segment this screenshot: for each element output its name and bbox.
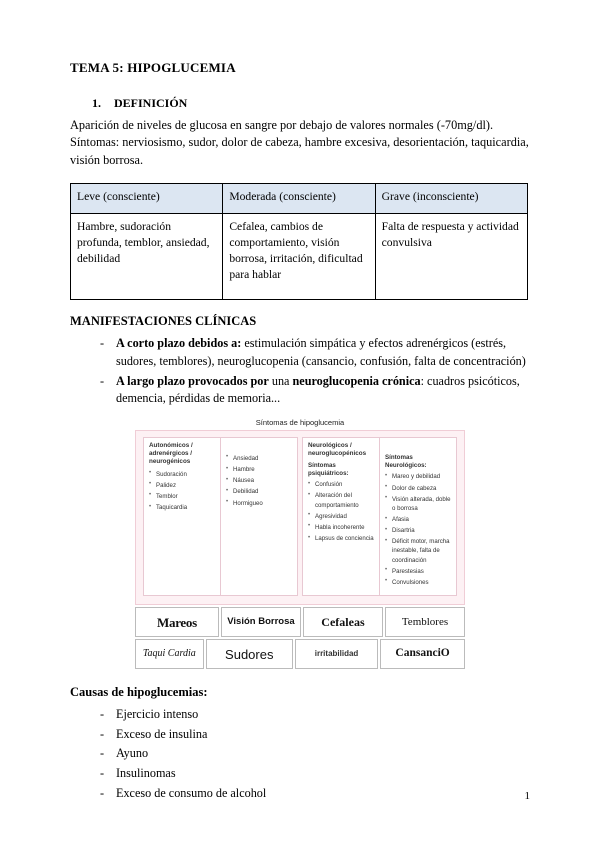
figure-list-item: • Náusea [226, 476, 294, 485]
causas-heading: Causas de hipoglucemias: [70, 685, 208, 700]
figure-list-item: • Convulsiones [385, 578, 453, 587]
list-item [100, 335, 530, 370]
figure-box [135, 430, 465, 605]
figure-subcolumn-title: Síntomas Neurológicos: [385, 453, 427, 469]
figure-column-autonomicos [143, 437, 298, 596]
figure-list-item: • Hambre [226, 465, 294, 474]
collage-word-cansancio: CansanciO [380, 639, 465, 669]
figure-subcolumn [143, 437, 221, 596]
figure-list-item: • Taquicardia [149, 503, 217, 512]
list-item: - Exceso de consumo de alcohol [100, 785, 530, 803]
list-item: - Ayuno [100, 745, 530, 763]
collage-word-irritabilidad: irritabilidad [295, 639, 378, 669]
figure-list-item: • Agresividad [308, 512, 376, 521]
figure-list-item: • Debilidad [226, 487, 294, 496]
figure-list-item: • Parestesias [385, 567, 453, 576]
section-1-heading [92, 96, 530, 111]
collage-word-taquicardia: Taqui Cardia [135, 639, 204, 669]
figure-column-header-spacer [226, 442, 294, 450]
collage-word-vision-borrosa: Visión Borrosa [221, 607, 301, 637]
figure-list-item: • Temblor [149, 492, 217, 501]
list-item-mid: una [268, 373, 293, 388]
figure-list-item: • Lapsus de conciencia [308, 534, 376, 543]
table-cell: Falta de respuesta y actividad convulsiva [375, 214, 527, 300]
manifestaciones-list [100, 335, 530, 408]
figure-list-item: • Confusión [308, 480, 376, 489]
figure-column-header: Autonómicos / adrenérgicos / neurogénicos [149, 442, 193, 465]
word-collage-row [135, 607, 465, 637]
figure-list-item: • Sudoración [149, 470, 217, 479]
list-item-lead: A corto plazo debidos a: [116, 336, 242, 351]
causas-list [100, 706, 530, 802]
table-cell: Cefalea, cambios de comportamiento, visión borrosa, irritación, dificultad para hablar [223, 214, 375, 300]
figure-list [308, 480, 376, 543]
figure-list-item: • Visión alterada, doble o borrosa [385, 495, 453, 513]
figure-list-item: • Palidez [149, 481, 217, 490]
figure-list-item: • Ansiedad [226, 454, 294, 463]
list-item: - Insulinomas [100, 765, 530, 783]
list-item: - Exceso de insulina [100, 726, 530, 744]
collage-word-temblores: Temblores [385, 607, 465, 637]
figure-caption: Síntomas de hipoglucemia [255, 418, 345, 428]
table-header-row [71, 184, 528, 214]
collage-word-cefaleas: Cefaleas [303, 607, 383, 637]
list-item-text: estimulación simpática y efectos adrenérgicos (estrés, sudores, temblores), neuroglucopenia (cansancio, confusión, falta de concentración) [116, 336, 526, 369]
list-item [100, 373, 530, 408]
figure-list-item: • Afasia [385, 515, 453, 524]
word-collage-row [135, 639, 465, 669]
list-item-lead-2: neuroglucopenia crónica [292, 373, 421, 388]
section-1-label: DEFINICIÓN [114, 96, 188, 110]
figure-subcolumn [302, 437, 380, 596]
figure-list-item: • Déficit motor, marcha inestable, falta de coordinación [385, 537, 453, 564]
page-title: TEMA 5: HIPOGLUCEMIA [70, 60, 236, 75]
figure-list-item: • Dolor de cabeza [385, 484, 453, 493]
figure-column-header-spacer [385, 442, 453, 450]
symptoms-figure [70, 418, 530, 669]
figure-list [149, 470, 217, 513]
figure-subcolumn [380, 437, 457, 596]
table-header-cell: Leve (consciente) [71, 184, 223, 214]
document-content [70, 60, 530, 804]
word-collage [135, 607, 465, 669]
manifestaciones-heading: MANIFESTACIONES CLÍNICAS [70, 314, 257, 329]
figure-column-header: Neurológicos / neuroglucopénicos [308, 442, 367, 457]
list-item: - Ejercicio intenso [100, 706, 530, 724]
list-item-text: : cuadros psicóticos, demencia, pérdidas de memoria... [116, 373, 520, 406]
figure-list-item: • Disartria [385, 526, 453, 535]
collage-word-sudores: Sudores [206, 639, 293, 669]
page-number: 1 [524, 790, 530, 802]
figure-list-item: • Alteración del comportamiento [308, 491, 376, 509]
figure-subcolumn [221, 437, 298, 596]
figure-list-item: • Habla incoherente [308, 523, 376, 532]
figure-list [226, 454, 294, 508]
figure-list [385, 472, 453, 587]
table-header-cell: Moderada (consciente) [223, 184, 375, 214]
table-cell: Hambre, sudoración profunda, temblor, ansiedad, debilidad [71, 214, 223, 300]
figure-list-item: • Hormigueo [226, 499, 294, 508]
table-header-cell: Grave (inconsciente) [375, 184, 527, 214]
collage-word-mareos: Mareos [135, 607, 219, 637]
table-row [71, 214, 528, 300]
figure-list-item: • Mareo y debilidad [385, 472, 453, 481]
section-1-number: 1. [92, 96, 101, 110]
definition-paragraph: Aparición de niveles de glucosa en sangre por debajo de valores normales (-70mg/dl). Síntomas: nerviosismo, sudor, dolor de cabeza, hambre excesiva, desorientación, taquicardia, visión borrosa. [70, 118, 529, 167]
figure-column-neurologicos [302, 437, 457, 596]
figure-subcolumn-title: Síntomas psiquiátricos: [308, 461, 349, 477]
severity-table [70, 183, 528, 300]
list-item-lead: A largo plazo provocados por [116, 373, 269, 388]
